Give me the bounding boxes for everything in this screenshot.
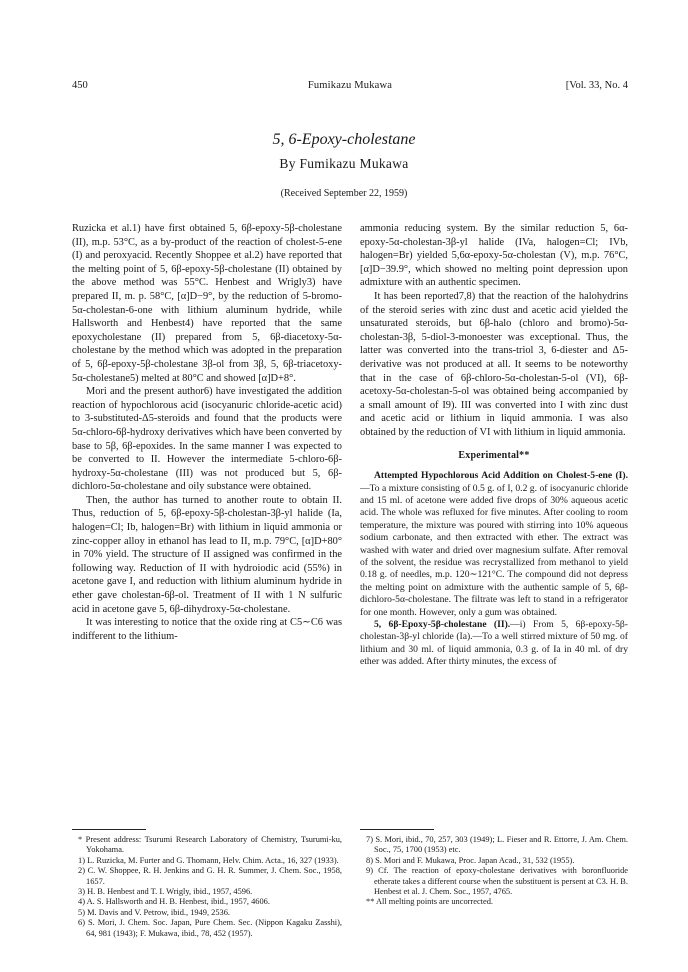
- experimental-subheading: Attempted Hypochlorous Acid Addition on Cholest-5-ene (I).: [374, 470, 628, 482]
- footnote: * Present address: Tsurumi Research Laboratory of Chemistry, Tsurumi-ku, Yokohama.: [78, 835, 342, 855]
- experimental-text: —i) From 5, 6β-epoxy-5β-cholestan-3β-yl chloride (Ia).—To a well stirred mixture of 50 mg. of lithium and 30 ml. of liquid ammonia, 0.3 g. of Ia in 40 ml. of dry ether was added. After thirty minutes, the excess of: [360, 618, 628, 668]
- experimental-subheading: 5, 6β-Epoxy-5β-cholestane (II).: [374, 618, 511, 630]
- right-column: [360, 222, 628, 669]
- footnote: 1) L. Ruzicka, M. Furter and G. Thomann, Helv. Chim. Acta., 16, 327 (1933).: [78, 855, 339, 865]
- footnote: 3) H. B. Henbest and T. I. Wrigly, ibid., 1957, 4596.: [78, 887, 253, 897]
- experimental-heading: Experimental**: [458, 449, 530, 461]
- footnote: 5) M. Davis and V. Petrow, ibid., 1949, 2536.: [78, 907, 230, 917]
- footnote: 2) C. W. Shoppee, R. H. Jenkins and G. H. R. Summer, J. Chem. Soc., 1958, 1657.: [78, 866, 342, 886]
- experimental-paragraph: [360, 619, 628, 669]
- left-column: [72, 222, 342, 643]
- footnotes-left: [72, 835, 342, 939]
- body-paragraph: It was interesting to notice that the oxide ring at C5∼C6 was indifferent to the lithium-: [72, 617, 342, 642]
- footnote: 6) S. Mori, J. Chem. Soc. Japan, Pure Chem. Sec. (Nippon Kagaku Zasshi), 64, 981 (1943); F. Mukawa, ibid., 78, 452 (1957).: [78, 918, 342, 938]
- article-byline: By Fumikazu Mukawa: [279, 156, 409, 171]
- body-paragraph: It has been reported7,8) that the reaction of the halohydrins of the steroid series with zinc dust and acetic acid yielded the unsaturated steroids, but 6β-halo (chloro and bromo)-5α-cholestan-3β, 5-diol-3-monoester was exceptional. Thus, the latter was converted into the trans-triol 3, 6-diester and Δ5-derivative was not produced at all. It seems to be noteworthy that in the case of 6β-chloro-5α-cholestan-5-ol (VI), 6β-acetoxy-5α-cholestan-5-ol was obtained being accompanied by a small amount of I9). III was converted into I with zinc dust and acetic acid or lithium in liquid ammonia. I was also obtained by the reduction of VI with lithium in liquid ammonia.: [360, 290, 628, 438]
- footnote: 4) A. S. Hallsworth and H. B. Henbest, ibid., 1957, 4606.: [78, 897, 270, 907]
- experimental-text: —To a mixture consisting of 0.5 g. of I, 0.2 g. of isocyanuric chloride and 15 ml. of acetone were added five drops of 30% aqueous acetic acid. The whole was refluxed for five minutes. After cooling to room temperature, the mixture was poured with stirring into 10% aqueous sodium carbonate, and then extracted with ether. The extract was washed with water and dried over magnesium sulfate. After removal of the solvent, the residue was recrystallized from methanol to yield 0.18 g. of needles, m.p. 120∼121°C. The compound did not depress the melting point on admixture with the authentic sample of 5, 6β-dichloro-5α-cholestane. The filtrate was left to stand in a refrigerator for one month. However, only a gum was obtained.: [360, 482, 628, 618]
- footnote-rule: [360, 829, 434, 830]
- article-title: 5, 6-Epoxy-cholestane: [272, 131, 416, 148]
- body-paragraph: Then, the author has turned to another route to obtain II. Thus, reduction of 5, 6β-epoxy-5β-cholestan-3β-yl halide (Ia, halogen=Cl; Ib, halogen=Br) with lithium in liquid ammonia or zinc-copper alloy in ethanol has lead to II, m.p. 79°C, [α]D+80° in 70% yield. The structure of II assigned was confirmed in the following way. Reduction of II with hydroiodic acid (55%) in acetone gave I, and reduction with lithium aluminum hydride in ether gave cholestan-6β-ol. Treatment of II with 1 N sulfuric acid in acetone gave 5, 6β-dihydroxy-5α-cholestane.: [72, 494, 342, 615]
- body-paragraph: ammonia reducing system. By the similar reduction 5, 6α-epoxy-5α-cholestan-3β-yl halide (IVa, halogen=Cl; IVb, halogen=Br) yielded 5,6α-epoxy-5α-cholestan (V), m.p. 76°C, [α]D−39.9°, which showed no melting point depression upon admixture with an authentic specimen.: [360, 223, 628, 289]
- running-header: [72, 80, 628, 96]
- footnote: 8) S. Mori and F. Mukawa, Proc. Japan Acad., 31, 532 (1955).: [366, 855, 575, 865]
- footnote: 7) S. Mori, ibid., 70, 257, 303 (1949); L. Fieser and R. Ettorre, J. Am. Chem. Soc., 75, 1700 (1953) etc.: [366, 835, 628, 855]
- volume-label: [Vol. 33, No. 4: [565, 80, 628, 91]
- footnotes-right: [360, 835, 628, 908]
- running-author: Fumikazu Mukawa: [307, 80, 393, 91]
- footnote: ** All melting points are uncorrected.: [366, 897, 493, 907]
- body-paragraph: Mori and the present author6) have investigated the addition reaction of hypochlorous acid (isocyanuric chloride-acetic acid) to 3-substituted-Δ5-steroids and found that the products were 5α-chloro-6β-hydroxy derivatives which have been converted by base to 5β, 6β-epoxides. In the same manner I was expected to be converted to II. However the intermediate 5-chloro-6β-hydroxy-5α-cholestane (III) was not produced but 5, 6β-dichloro-5α-cholestane and oily substance were obtained.: [72, 386, 342, 493]
- body-paragraph: Ruzicka et al.1) have first obtained 5, 6β-epoxy-5β-cholestane (II), m.p. 53°C, as a by-product of the reaction of cholest-5-ene (I) and peroxyacid. Recently Shoppee et al.2) have reported that the melting point of 5, 6β-epoxy-5β-cholestane (II) obtained by the above method was 55°C. Henbest and Wrigly3) have prepared II, m. p. 58°C, [α]D−9°, by the reduction of 5-bromo-5α-cholestan-6-one with lithium aluminum hydride, while Hallsworth and Henbest4) have reported that the same epoxycholestane (II) prepared from 5, 6β-diacetoxy-5α-cholestane by the method which was adopted in the preparation of 5, 6β-epoxy-5β-cholestane 3β-ol from 3β, 5, 6β-triacetoxy-5α-cholestane5) melted at 80°C and showed [α]D+8°.: [72, 223, 342, 384]
- footnote: 9) Cf. The reaction of epoxy-cholestane derivatives with boronfluoride etherate takes a different course when the substituent is persent at C3. H. B. Henbest et al. J. Chem. Soc., 1957, 4765.: [366, 866, 628, 897]
- page-number: 450: [72, 80, 88, 91]
- footnote-rule: [72, 829, 146, 830]
- received-date: (Received September 22, 1959): [280, 188, 408, 199]
- experimental-paragraph: [360, 470, 628, 619]
